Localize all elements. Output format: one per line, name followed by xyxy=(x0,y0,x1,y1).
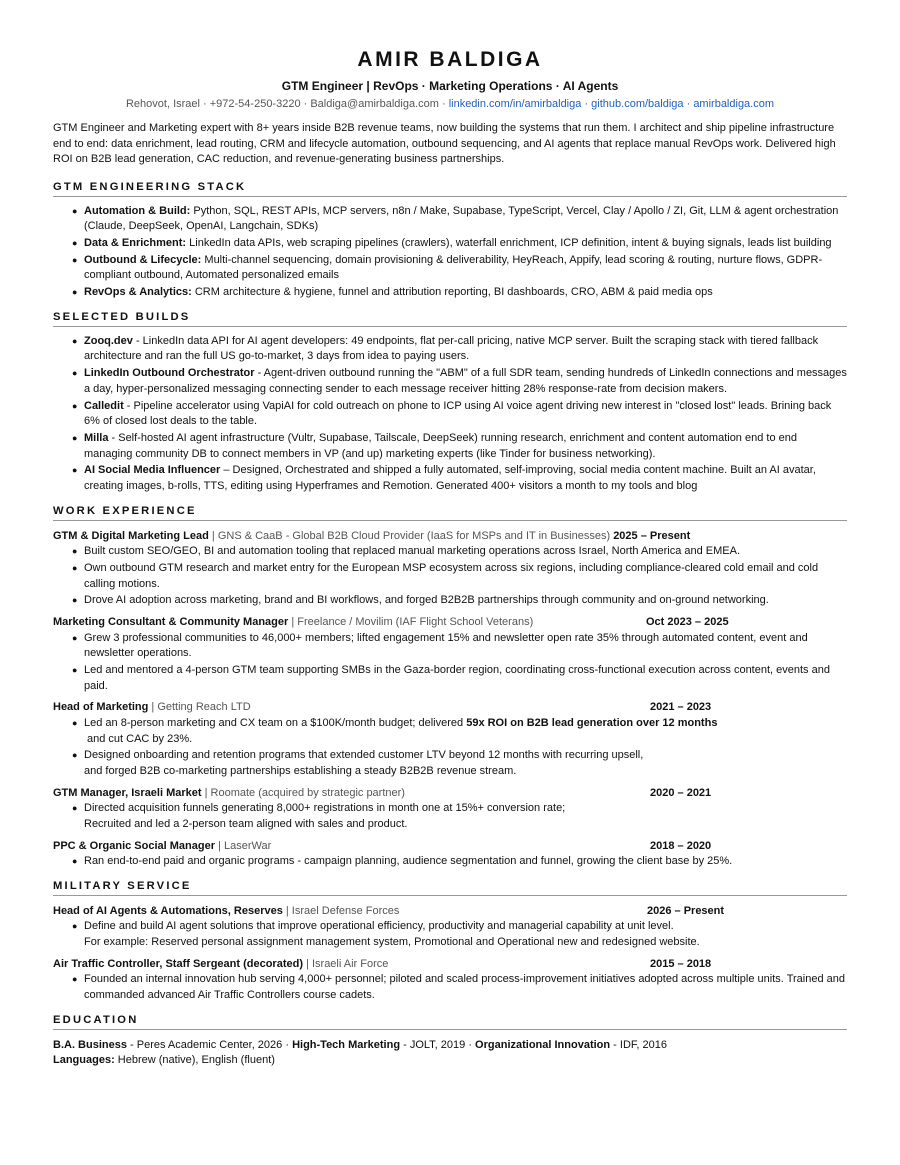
item-label: Milla xyxy=(84,431,109,444)
item-text: Ran end-to-end paid and organic programs - campaign planning, audience segmentation and funnel, growing the client base by 25%. xyxy=(84,855,733,868)
bullet-icon: ● xyxy=(72,664,78,675)
section-title-military: MILITARY SERVICE xyxy=(53,879,847,896)
job-bullets xyxy=(53,544,847,609)
job-dates: 2025 – Present xyxy=(613,529,691,542)
job-heading xyxy=(53,700,847,716)
languages-line xyxy=(53,1053,847,1069)
job-org: | LaserWar xyxy=(215,839,272,852)
bullet-icon: ● xyxy=(72,254,78,265)
job-dates: Oct 2023 – 2025 xyxy=(646,616,729,629)
item-text: Own outbound GTM research and market entry for the European MSP ecosystem across six regions, including compliance-cleared cold email and cold calling motions. xyxy=(84,561,819,590)
bullet-icon: ● xyxy=(72,562,78,573)
bullet-icon: ● xyxy=(72,856,78,867)
github-link[interactable]: github.com/baldiga xyxy=(591,98,684,110)
item-text: Define and build AI agent solutions that improve operational efficiency, productivity and managerial capability at unit level. xyxy=(84,920,674,933)
item-text: - Pipeline accelerator using VapiAI for cold outreach on phone to ICP using AI voice agent driving new interest in "closed lost" leads. Brining back 6% of closed lost deals to the table. xyxy=(84,399,832,428)
section-title-builds: SELECTED BUILDS xyxy=(53,310,847,327)
bullet-icon: ● xyxy=(72,921,78,932)
item-text: - LinkedIn data API for AI agent developers: 49 endpoints, flat per-call pricing, native MCP server. Built the scraping stack with tiered fallback architecture and ran the full US go-to-market, 3 days from idea to paying users. xyxy=(84,334,819,363)
bullet-icon: ● xyxy=(72,368,78,379)
job-heading xyxy=(53,839,847,855)
item-text: Drove AI adoption across marketing, brand and BI workflows, and forged B2B2B partnerships through community and on-ground networking. xyxy=(84,594,769,607)
degree-name: High-Tech Marketing xyxy=(292,1038,401,1051)
builds-list xyxy=(53,334,847,495)
job-org: | Freelance / Movilim (IAF Flight School Veterans) xyxy=(288,616,534,629)
list-item xyxy=(53,854,847,870)
languages-text: Hebrew (native), English (fluent) xyxy=(114,1054,275,1067)
job-heading xyxy=(53,615,847,631)
item-label: Outbound & Lifecycle: xyxy=(84,253,202,266)
list-item xyxy=(53,716,847,747)
job-heading xyxy=(53,786,847,802)
bullet-icon: ● xyxy=(72,750,78,761)
item-text: Recruited and led a 2-person team aligned with sales and product. xyxy=(84,817,408,830)
list-item xyxy=(53,919,847,950)
job-bullets xyxy=(53,631,847,695)
job-title: Marketing Consultant & Community Manager xyxy=(53,616,289,629)
job-heading xyxy=(53,904,847,920)
item-text: - Self-hosted AI agent infrastructure (Vultr, Supabase, Tailscale, DeepSeek) running research, enrichment and content automation end to end managing community DB to connect members in VP (and up) marketing experts (like Tinder for business networking). xyxy=(84,431,797,460)
list-item xyxy=(53,399,847,430)
item-text: Built custom SEO/GEO, BI and automation tooling that replaced manual marketing operations across Israel, North America and EMEA. xyxy=(84,545,741,558)
job-org: | Israeli Air Force xyxy=(303,957,389,970)
job-dates: 2021 – 2023 xyxy=(650,701,712,714)
job-dates: 2015 – 2018 xyxy=(650,957,712,970)
tagline: GTM Engineer | RevOps · Marketing Operations · AI Agents xyxy=(281,79,619,93)
bullet-icon: ● xyxy=(72,400,78,411)
education-line xyxy=(53,1038,847,1054)
list-item xyxy=(53,544,847,560)
degree-details: - IDF, 2016 xyxy=(610,1038,667,1051)
degree-name: B.A. Business xyxy=(53,1038,127,1051)
item-text: Directed acquisition funnels generating 8,000+ registrations in month one at 15%+ conversion rate; xyxy=(84,802,566,815)
item-text: and cut CAC by 23%. xyxy=(87,732,193,745)
candidate-name: AMIR BALDIGA xyxy=(357,48,543,71)
bullet-icon: ● xyxy=(72,237,78,248)
list-item xyxy=(53,593,847,609)
item-text: and forged B2B co-marketing partnerships establishing a steady B2B2B revenue stream. xyxy=(84,764,517,777)
item-label: AI Social Media Influencer xyxy=(84,464,221,477)
bullet-icon: ● xyxy=(72,546,78,557)
job-title: Head of AI Agents & Automations, Reserves xyxy=(53,904,283,917)
item-text: Multi-channel sequencing, domain provisioning & deliverability, HeyReach, Appify, lead scoring & routing, nurture flows, GDPR-compliant outbound, Automated personalized emails xyxy=(84,253,823,282)
job-heading xyxy=(53,957,847,973)
job-org: | Israel Defense Forces xyxy=(282,904,400,917)
item-text: LinkedIn data APIs, web scraping pipelines (crawlers), waterfall enrichment, ICP definition, intent & buying signals, leads list building xyxy=(186,236,832,249)
stack-list xyxy=(53,204,847,301)
list-item xyxy=(53,561,847,592)
list-item xyxy=(53,236,847,252)
list-item xyxy=(53,748,847,779)
item-text: For example: Reserved personal assignment management system, Promotional and Operational new and redesigned website. xyxy=(84,936,700,948)
contact-line xyxy=(53,97,847,112)
item-highlight: 59x ROI on B2B lead generation over 12 months xyxy=(466,716,718,729)
list-item xyxy=(53,631,847,662)
item-text: Led an 8-person marketing and CX team on a $100K/month budget; delivered xyxy=(84,716,467,729)
section-title-stack: GTM ENGINEERING STACK xyxy=(53,180,847,197)
languages-label: Languages: xyxy=(53,1054,115,1067)
list-item xyxy=(53,972,847,1003)
job-org: | Getting Reach LTD xyxy=(148,701,251,714)
bullet-icon: ● xyxy=(72,335,78,346)
bullet-icon: ● xyxy=(72,595,78,606)
item-label: Calledit xyxy=(84,399,124,412)
linkedin-link[interactable]: linkedin.com/in/amirbaldiga xyxy=(448,98,582,110)
list-item xyxy=(53,801,847,832)
item-label: Automation & Build: xyxy=(84,204,191,217)
job-heading xyxy=(53,529,847,545)
job-title: Head of Marketing xyxy=(53,701,149,714)
item-label: Data & Enrichment: xyxy=(84,236,187,249)
item-text: – Designed, Orchestrated and shipped a fully automated, self-improving, social media content machine. Built an AI avatar, creating images, b-rolls, TTS, editing using Hyperframes and Remotion. Generated 400+ visitors a month to my tools and blog xyxy=(84,464,816,493)
job-bullets xyxy=(53,716,847,780)
summary: GTM Engineer and Marketing expert with 8+ years inside B2B revenue teams, now building the systems that run them. I architect and ship pipeline infrastructure end to end: data enrichment, lead routing, CRM and lifecycle automation, outbound sequencing, and AI agents that replace manual RevOps work. Delivered high ROI on B2B lead generation, CAC reduction, and revenue-generating business partnerships. xyxy=(53,122,836,165)
list-item xyxy=(53,463,847,494)
bullet-icon: ● xyxy=(72,432,78,443)
degree-details: - Peres Academic Center, 2026 · xyxy=(126,1038,293,1051)
list-item xyxy=(53,253,847,284)
job-org: | GNS & CaaB - Global B2B Cloud Provider (IaaS for MSPs and IT in Businesses) xyxy=(208,529,614,542)
separator: · xyxy=(686,98,691,110)
item-text: Founded an internal innovation hub serving 4,000+ personnel; piloted and scaled process-improvement initiatives adopted across multiple units. Trained and commanded advanced Air Traffic Controllers course cadets. xyxy=(84,973,845,1001)
item-text: Python, SQL, REST APIs, MCP servers, n8n / Make, Supabase, TypeScript, Vercel, Clay / Apollo / ZI, Git, LLM & agent orchestration (Claude, DeepSeek, OpenAI, Langchain, SDKs) xyxy=(84,204,839,233)
list-item xyxy=(53,334,847,365)
section-title-education: EDUCATION xyxy=(53,1013,847,1030)
job-title: Air Traffic Controller, Staff Sergeant (decorated) xyxy=(53,957,303,970)
degree-name: Organizational Innovation xyxy=(475,1038,611,1051)
job-dates: 2020 – 2021 xyxy=(650,786,712,799)
item-text: CRM architecture & hygiene, funnel and attribution reporting, BI dashboards, CRO, ABM & paid media ops xyxy=(191,286,713,299)
bullet-icon: ● xyxy=(72,803,78,814)
section-title-work: WORK EXPERIENCE xyxy=(53,504,847,521)
separator: · xyxy=(584,98,589,110)
job-title: GTM & Digital Marketing Lead xyxy=(53,529,209,542)
list-item xyxy=(53,663,847,694)
job-org: | Roomate (acquired by strategic partner) xyxy=(201,786,405,799)
bullet-icon: ● xyxy=(72,717,78,728)
item-text: Grew 3 professional communities to 46,000+ members; lifted engagement 15% and newsletter open rate 35% through automated content, event and newsletter operations. xyxy=(84,631,808,660)
job-title: PPC & Organic Social Manager xyxy=(53,839,215,852)
item-label: Zooq.dev xyxy=(84,334,133,347)
job-title: GTM Manager, Israeli Market xyxy=(53,786,202,799)
bullet-icon: ● xyxy=(72,205,78,216)
website-link[interactable]: amirbaldiga.com xyxy=(693,98,775,110)
job-dates: 2026 – Present xyxy=(647,904,725,917)
list-item xyxy=(53,366,847,397)
job-bullets xyxy=(53,854,847,870)
job-bullets xyxy=(53,801,847,832)
item-text: Designed onboarding and retention programs that extended customer LTV beyond 12 months with recurring upsell, xyxy=(84,749,644,762)
bullet-icon: ● xyxy=(72,465,78,476)
list-item xyxy=(53,285,847,301)
item-text: Led and mentored a 4-person GTM team supporting SMBs in the Gaza-border region, coordinating cross-functional execution across content, events and paid. xyxy=(84,663,830,692)
degree-details: - JOLT, 2019 · xyxy=(400,1038,476,1051)
list-item xyxy=(53,204,847,235)
job-bullets xyxy=(53,919,847,950)
bullet-icon: ● xyxy=(72,974,78,985)
list-item xyxy=(53,431,847,462)
job-bullets xyxy=(53,972,847,1003)
item-label: RevOps & Analytics: xyxy=(84,286,192,299)
item-label: LinkedIn Outbound Orchestrator xyxy=(84,367,255,380)
bullet-icon: ● xyxy=(72,632,78,643)
item-text: - Agent-driven outbound running the "ABM" of a full SDR team, sending hundreds of LinkedIn connections and messages a day, hyper-personalized messaging connecting sender to each message receiver hitting 28% response-rate from decision makers. xyxy=(84,367,847,395)
contact-details: Rehovot, Israel · +972-54-250-3220 · Baldiga@amirbaldiga.com · xyxy=(125,98,446,110)
job-dates: 2018 – 2020 xyxy=(650,839,712,852)
bullet-icon: ● xyxy=(72,287,78,298)
